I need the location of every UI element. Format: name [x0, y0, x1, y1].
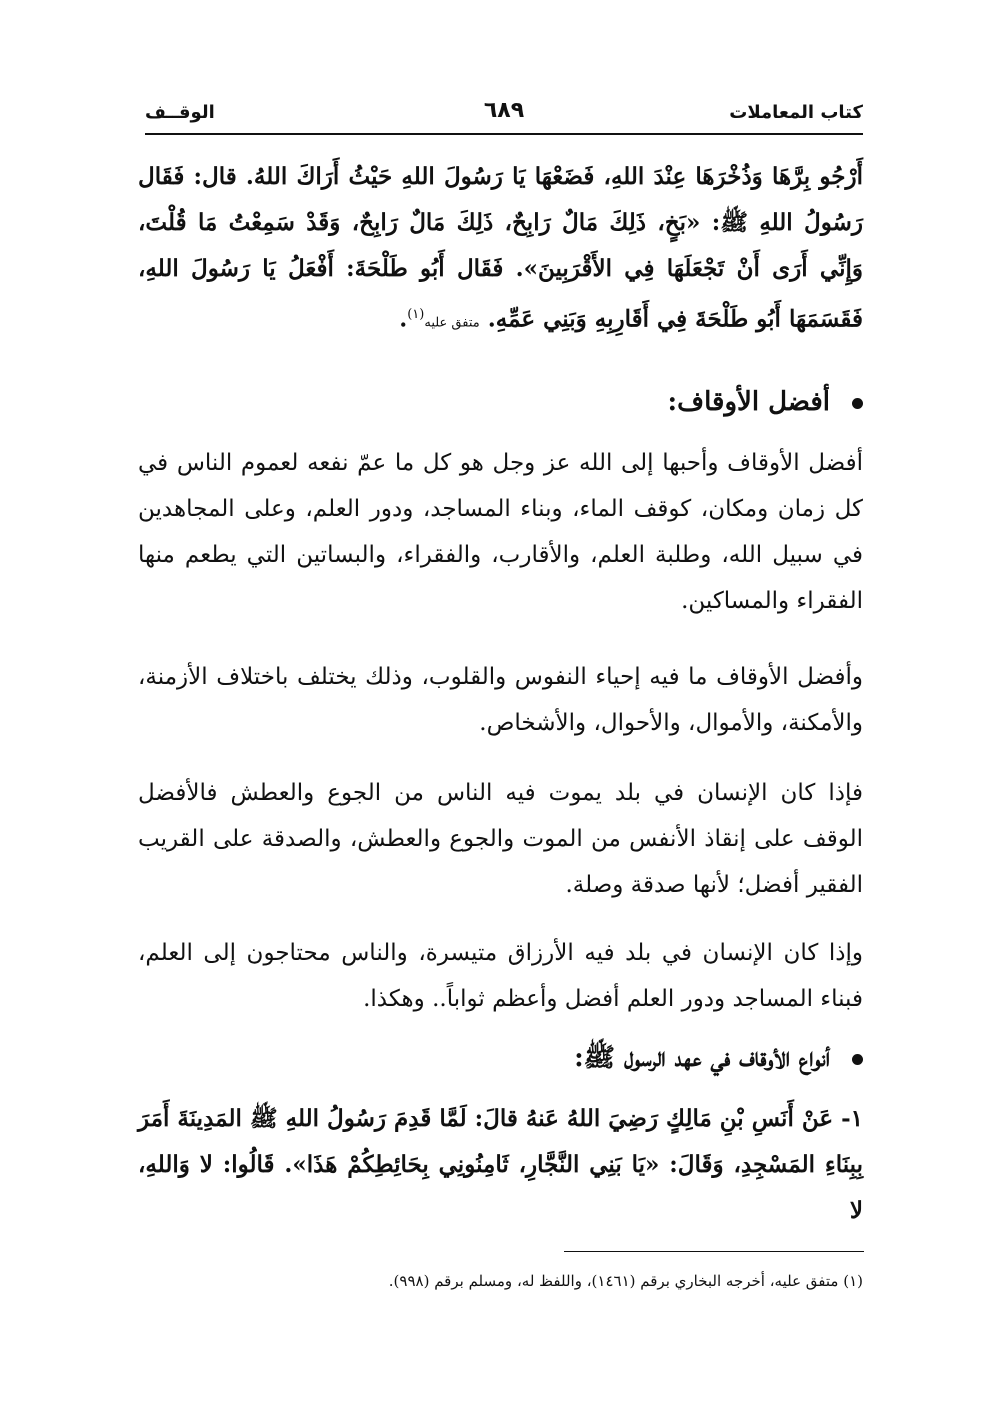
footnote-divider	[564, 1251, 864, 1252]
heading-types-text: أنواع الأوقاف في عهد الرسول ﷺ:	[574, 1043, 830, 1073]
section-title: الوقــف	[145, 102, 215, 123]
footnote-1: (١) متفق عليه، أخرجه البخاري برقم (١٤٦١)، واللفظ له، ومسلم برقم (٩٩٨).	[388, 1272, 863, 1290]
hadith-line-4: فَقَسَمَهَا أَبُو طَلْحَةَ فِي أَقَارِبِهِ وَبَنِي عَمِّهِ.	[487, 305, 863, 333]
paragraph-best-1: أفضل الأوقاف وأحبها إلى الله عز وجل هو كل ما عمّ نفعه لعموم الناس في كل زمان ومكان، كوقف الماء، وبناء المساجد، ودور العلم، وعلى المجاهدين في سبيل الله، وطلبة العلم، والأقارب، والفقراء، والبساتين التي يطعم منها الفقراء والمساكين.	[138, 450, 863, 614]
hadith-line-2: رَسُولُ اللهِ ﷺ: «بَخٍ، ذَلِكَ مَالٌ رَابِحٌ، ذَلِكَ مَالٌ رَابِحٌ، وَقَدْ سَمِعْتُ مَا قُلْتَ،	[138, 209, 863, 236]
heading-endowment-types	[138, 1038, 863, 1078]
page-number: ٦٨٩	[483, 98, 525, 123]
running-header	[145, 98, 863, 134]
hadith-item-1: ١- عَنْ أَنَسِ بْنِ مَالِكٍ رَضِيَ اللهُ عَنهُ قالَ: لَمَّا قَدِمَ رَسُولُ اللهِ ﷺ المَدِينَةَ أَمَرَ بِبِنَاءِ المَسْجِدِ، وَقَالَ: «يَا بَنِي النَّجَّارِ، ثَامِنُونِي بِحَائِطِكُمْ هَذَا». قَالُوا: لا وَاللهِ، لا	[138, 1105, 863, 1224]
end-period: .	[399, 305, 408, 333]
footnote-ref: (١)	[407, 307, 425, 322]
hadith-continuation	[138, 154, 863, 347]
paragraph-best-3: فإذا كان الإنسان في بلد يموت فيه الناس من الجوع والعطش فالأفضل الوقف على إنقاذ الأنفس من الموت والجوع والعطش، والصدقة على القريب الفقير أفضل؛ لأنها صدقة وصلة.	[138, 780, 863, 898]
heading-best-endowments	[138, 382, 863, 422]
paragraph-best-2: وأفضل الأوقاف ما فيه إحياء النفوس والقلوب، وذلك يختلف باختلاف الأزمنة، والأمكنة، والأموال، والأحوال، والأشخاص.	[138, 664, 863, 736]
agreed-label: متفق عليه	[424, 315, 480, 331]
paragraph-best-4: وإذا كان الإنسان في بلد فيه الأرزاق متيسرة، والناس محتاجون إلى العلم، فبناء المساجد ودور العلم أفضل وأعظم ثواباً.. وهكذا.	[138, 940, 863, 1012]
book-title: كتاب المعاملات	[729, 102, 863, 123]
hadith-line-1: أَرْجُو بِرَّهَا وَذُخْرَهَا عِنْدَ اللهِ، فَضَعْهَا يَا رَسُولَ اللهِ حَيْثُ أَرَاكَ اللهُ. قال: فَقَال	[138, 163, 863, 190]
header-divider	[145, 133, 863, 135]
bullet-icon	[852, 398, 863, 409]
heading-best-text: أفضل الأوقاف:	[667, 387, 830, 417]
hadith-line-3: وَإِنِّي أَرَى أَنْ تَجْعَلَهَا فِي الأَقْرَبِينَ». فَقَال أَبُو طَلْحَةَ: أَفْعَلُ يَا رَسُولَ اللهِ،	[138, 255, 863, 282]
bullet-icon	[852, 1054, 863, 1065]
